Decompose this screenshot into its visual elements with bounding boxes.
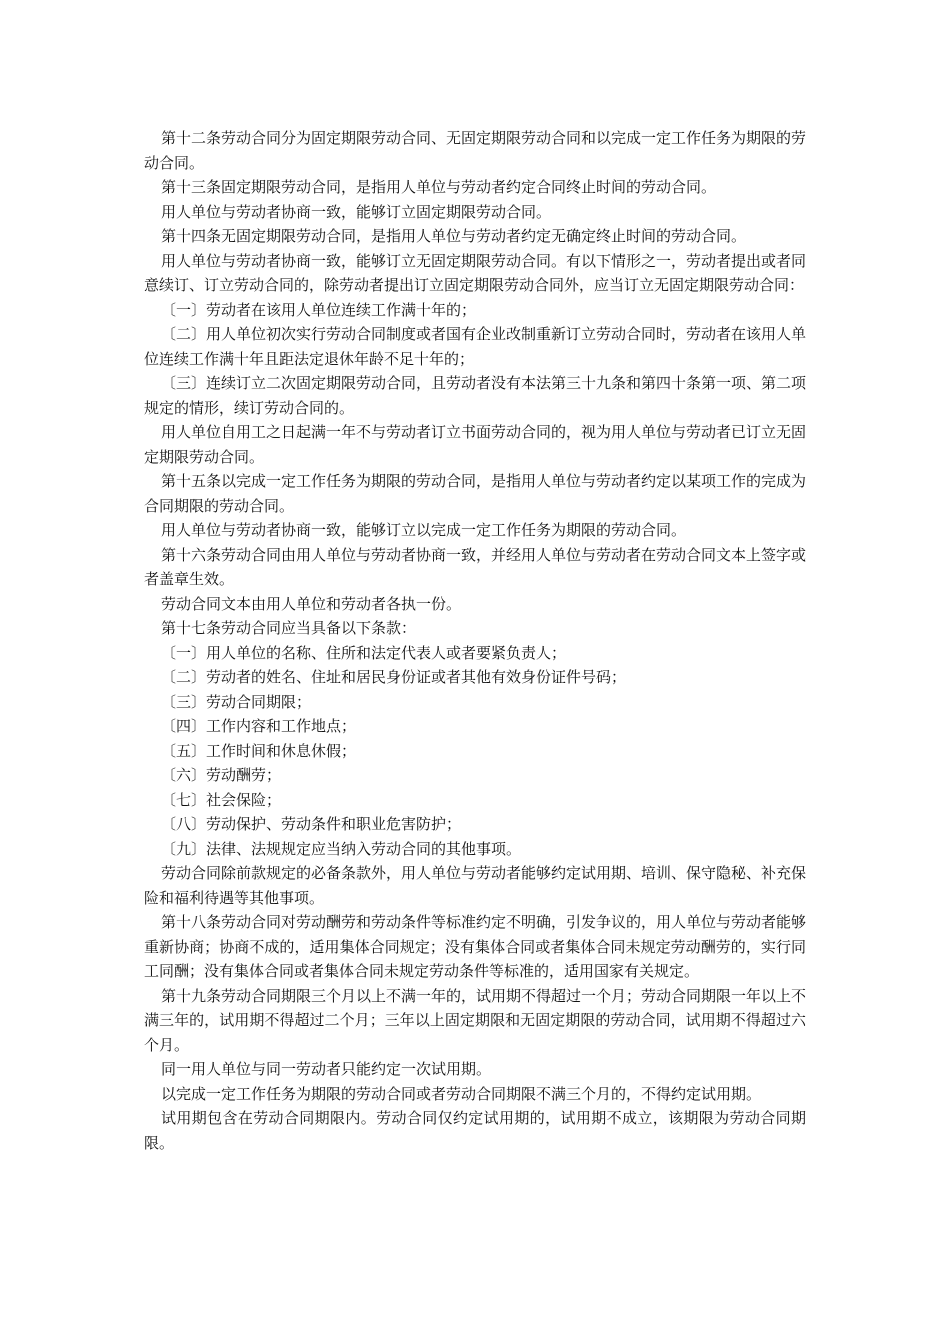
list-item: 〔六〕劳动酬劳； (161, 766, 282, 784)
paragraph: 以完成一定工作任务为期限的劳动合同或者劳动合同期限不满三个月的，不得约定试用期。 (161, 1084, 762, 1103)
list-item: 〔四〕工作内容和工作地点； (161, 717, 357, 735)
paragraph: 第十七条劳动合同应当具备以下条款： (161, 619, 417, 637)
paragraph: 第十九条劳动合同期限三个月以上不满一年的，试用期不得超过一个月；劳动合同期限一年以上不满三年的，试用期不得超过二个月；三年以上固定期限和无固定期限的劳动合同，试用期不得超过六个月。 (144, 986, 807, 1054)
paragraph: 第十五条以完成一定工作任务为期限的劳动合同，是指用人单位与劳动者约定以某项工作的完成为合同期限的劳动合同。 (144, 472, 807, 515)
paragraph: 用人单位自用工之日起满一年不与劳动者订立书面劳动合同的，视为用人单位与劳动者已订立无固定期限劳动合同。 (144, 423, 807, 466)
paragraph: 第十八条劳动合同对劳动酬劳和劳动条件等标准约定不明确，引发争议的，用人单位与劳动者能够重新协商；协商不成的，适用集体合同规定；没有集体合同或者集体合同未规定劳动酬劳的，实行同工同酬；没有集体合同或者集体合同未规定劳动条件等标准的，适用国家有关规定。 (144, 913, 807, 980)
list-item: 〔一〕劳动者在该用人单位连续工作满十年的； (161, 300, 477, 319)
list-item: 〔五〕工作时间和休息休假； (161, 741, 357, 760)
list-item: 〔三〕连续订立二次固定期限劳动合同，且劳动者没有本法第三十九条和第四十条第一项、第二项规定的情形，续订劳动合同的。 (144, 374, 807, 417)
paragraph: 第十二条劳动合同分为固定期限劳动合同、无固定期限劳动合同和以完成一定工作任务为期限的劳动合同。 (144, 129, 807, 172)
list-item: 〔二〕用人单位初次实行劳动合同制度或者国有企业改制重新订立劳动合同时，劳动者在该用人单位连续工作满十年且距法定退休年龄不足十年的； (144, 325, 807, 368)
paragraph: 同一用人单位与同一劳动者只能约定一次试用期。 (161, 1060, 492, 1078)
list-item: 〔七〕社会保险； (161, 790, 282, 809)
paragraph: 第十六条劳动合同由用人单位与劳动者协商一致，并经用人单位与劳动者在劳动合同文本上签字或者盖章生效。 (144, 545, 807, 588)
paragraph: 劳动合同文本由用人单位和劳动者各执一份。 (161, 594, 462, 613)
document-body (144, 126, 806, 1155)
list-item: 〔八〕劳动保护、劳动条件和职业危害防护； (161, 815, 462, 833)
paragraph: 用人单位与劳动者协商一致，能够订立以完成一定工作任务为期限的劳动合同。 (161, 521, 687, 539)
list-item: 〔一〕用人单位的名称、住所和法定代表人或者要紧负责人； (161, 643, 567, 662)
paragraph: 试用期包含在劳动合同期限内。劳动合同仅约定试用期的，试用期不成立，该期限为劳动合同期限。 (144, 1109, 806, 1152)
list-item: 〔九〕法律、法规规定应当纳入劳动合同的其他事项。 (161, 839, 522, 858)
paragraph: 第十三条固定期限劳动合同，是指用人单位与劳动者约定合同终止时间的劳动合同。 (161, 178, 717, 196)
paragraph: 用人单位与劳动者协商一致，能够订立无固定期限劳动合同。有以下情形之一，劳动者提出或者同意续订、订立劳动合同的，除劳动者提出订立固定期限劳动合同外，应当订立无固定期限劳动合同： (144, 251, 807, 294)
paragraph: 用人单位与劳动者协商一致，能够订立固定期限劳动合同。 (161, 202, 552, 221)
paragraph: 第十四条无固定期限劳动合同，是指用人单位与劳动者约定无确定终止时间的劳动合同。 (161, 227, 747, 245)
list-item: 〔二〕劳动者的姓名、住址和居民身份证或者其他有效身份证件号码； (161, 668, 627, 686)
list-item: 〔三〕劳动合同期限； (161, 692, 312, 711)
paragraph: 劳动合同除前款规定的必备条款外，用人单位与劳动者能够约定试用期、培训、保守隐秘、补充保险和福利待遇等其他事项。 (144, 864, 807, 907)
